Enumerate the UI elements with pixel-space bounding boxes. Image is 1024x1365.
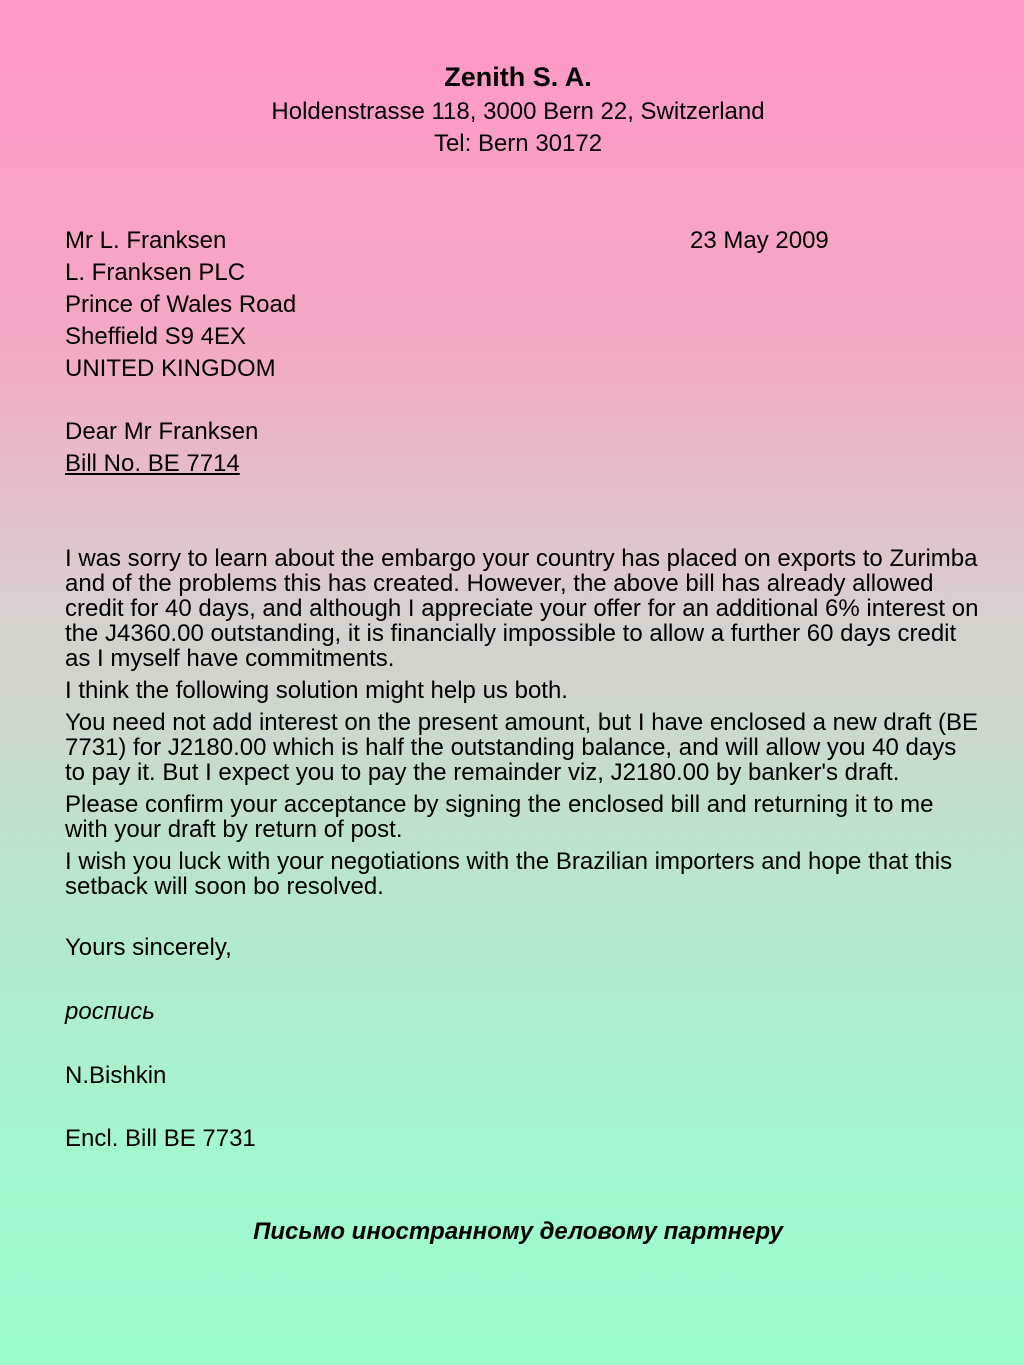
recipient-name: Mr L. Franksen xyxy=(65,227,227,254)
company-phone: Tel: Bern 30172 xyxy=(433,130,603,157)
signature: роспись xyxy=(65,998,155,1025)
salutation-block xyxy=(65,416,258,480)
recipient-company: L. Franksen PLC xyxy=(65,259,246,286)
letter-body xyxy=(65,546,980,906)
enclosure-note: Encl. Bill BE 7731 xyxy=(65,1125,256,1152)
letter-date: 23 May 2009 xyxy=(690,227,829,254)
recipient-address xyxy=(65,225,296,385)
body-paragraph: You need not add interest on the present amount, but I have enclosed a new draft (BE 7731) for J2180.00 which is half the outstanding balance, and will allow you 40 days to pay it. But I expect you to pay the remainder viz, J2180.00 by banker's draft. xyxy=(65,709,979,786)
recipient-country: UNITED KINGDOM xyxy=(65,355,276,382)
company-name: Zenith S. A. xyxy=(444,62,592,92)
body-paragraph: I think the following solution might help us both. xyxy=(65,677,568,704)
bill-reference: Bill No. BE 7714 xyxy=(65,450,240,477)
salutation: Dear Mr Franksen xyxy=(65,418,259,445)
page-caption: Письмо иностранному деловому партнеру xyxy=(253,1218,783,1245)
body-paragraph: I was sorry to learn about the embargo your country has placed on exports to Zurimba and of the problems this has created. However, the above bill has already allowed credit for 40 days, and although I appreciate your offer for an additional 6% interest on the J4360.00 outstanding, it is financially impossible to allow a further 60 days credit as I myself have commitments. xyxy=(65,545,979,672)
body-paragraph: I wish you luck with your negotiations with the Brazilian importers and hope that this setback will soon bo resolved. xyxy=(65,848,953,900)
signer-name: N.Bishkin xyxy=(65,1062,167,1089)
closing: Yours sincerely, xyxy=(65,934,232,961)
company-address: Holdenstrasse 118, 3000 Bern 22, Switzerland xyxy=(271,98,765,125)
recipient-street: Prince of Wales Road xyxy=(65,291,297,318)
recipient-city: Sheffield S9 4EX xyxy=(65,323,247,350)
body-paragraph: Please confirm your acceptance by signing the enclosed bill and returning it to me with your draft by return of post. xyxy=(65,791,934,843)
